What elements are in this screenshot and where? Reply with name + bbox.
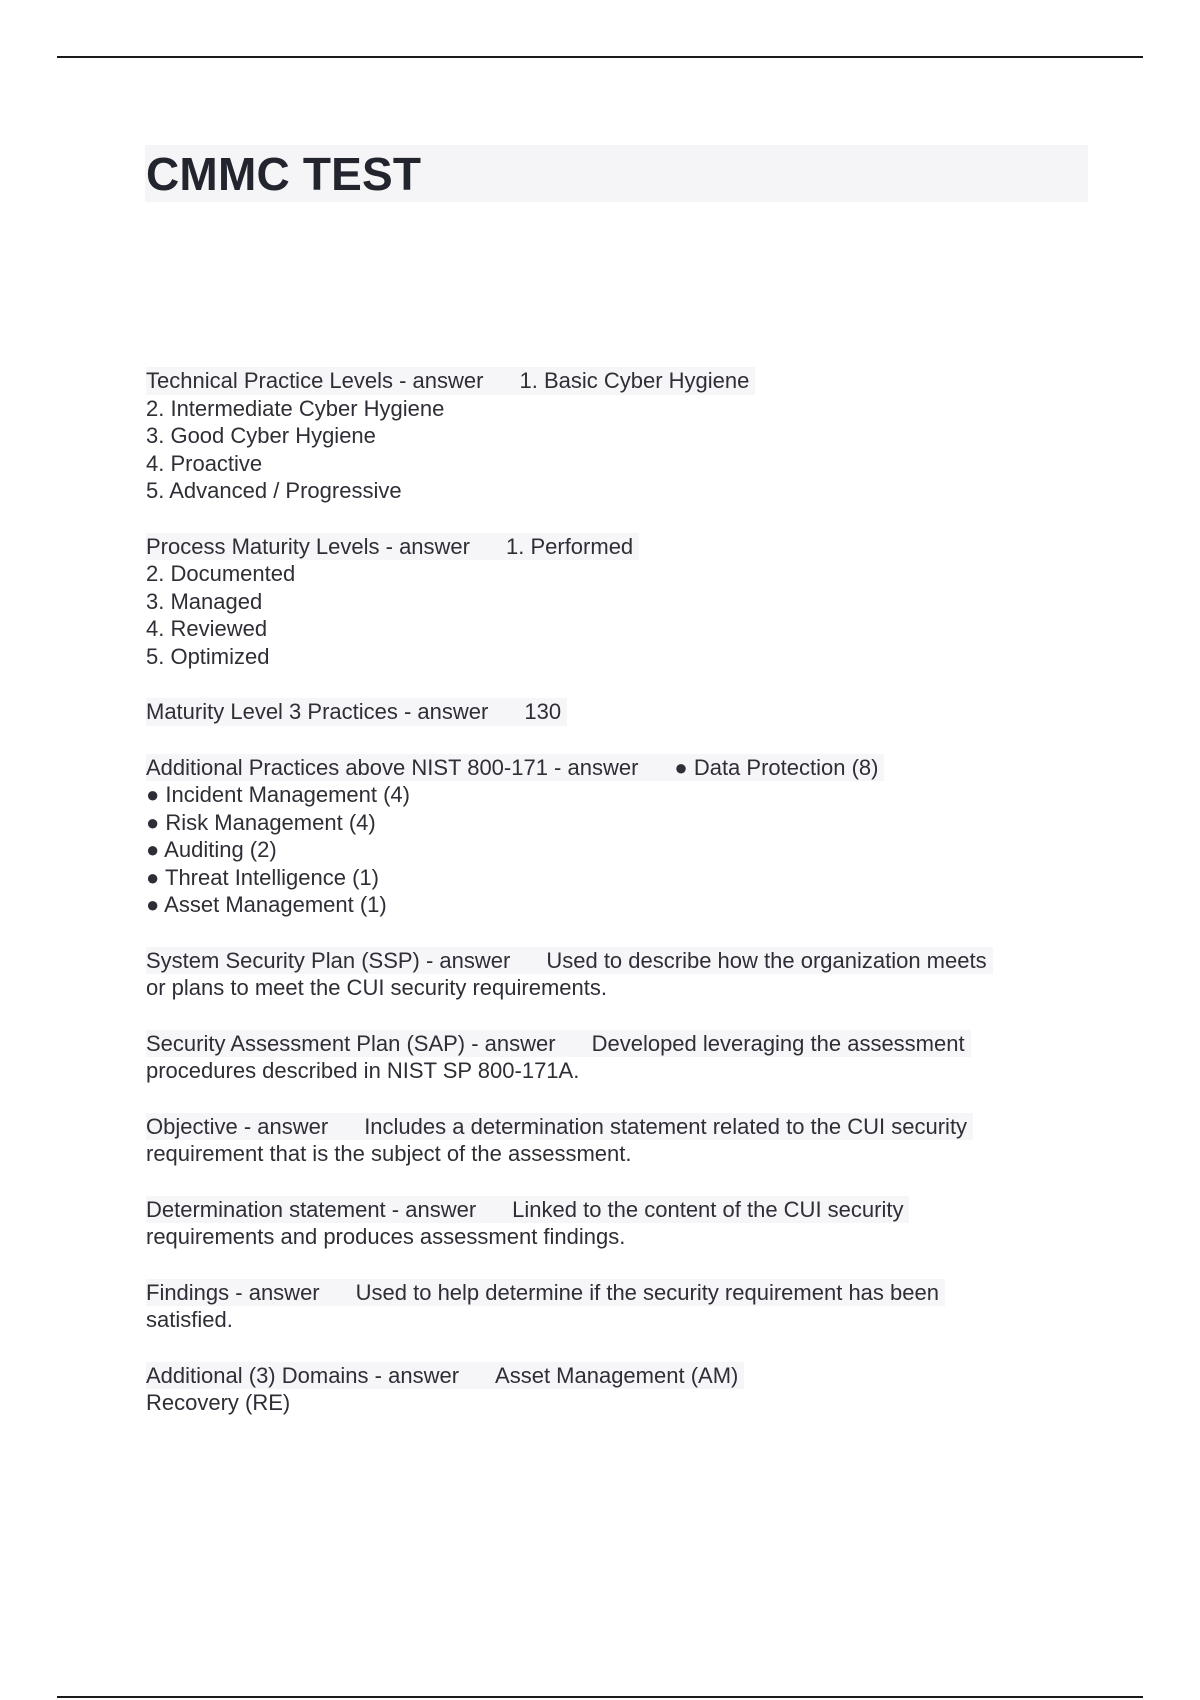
card-term: Process Maturity Levels - answer: [146, 533, 470, 559]
card-answer: Used to help determine if the security requirement has been: [355, 1279, 939, 1305]
flashcard-system-security-plan: [146, 947, 1086, 1002]
card-answer-line: procedures described in NIST SP 800-171A.: [146, 1058, 580, 1083]
card-answer-line: 4. Reviewed: [146, 616, 268, 641]
card-answer: 130: [524, 699, 562, 724]
card-answer-line: 3. Managed: [146, 588, 263, 614]
card-answer-line: Recovery (RE): [146, 1390, 291, 1415]
card-term: Additional Practices above NIST 800-171 - answer: [146, 754, 639, 780]
card-answer-line: 5. Optimized: [146, 643, 270, 669]
flashcard-additional-domains: [146, 1362, 1086, 1417]
card-answer-line: requirements and produces assessment findings.: [146, 1224, 626, 1249]
card-answer: Asset Management (AM): [495, 1362, 739, 1388]
card-answer-line: ● Asset Management (1): [146, 892, 387, 917]
card-answer-line: 4. Proactive: [146, 450, 263, 476]
card-answer: ● Data Protection (8): [674, 754, 879, 780]
card-answer-line: ● Threat Intelligence (1): [146, 864, 379, 890]
card-answer-line: 3. Good Cyber Hygiene: [146, 423, 376, 448]
flashcard-process-maturity-levels: [146, 533, 1086, 671]
card-answer-line: ● Incident Management (4): [146, 782, 410, 807]
card-term: Security Assessment Plan (SAP) - answer: [146, 1030, 556, 1056]
card-term: System Security Plan (SSP) - answer: [146, 947, 511, 973]
flashcard-findings: [146, 1279, 1086, 1334]
card-answer: 1. Performed: [506, 533, 634, 559]
card-answer: Includes a determination statement related to the CUI security: [364, 1113, 968, 1139]
card-term: Objective - answer: [146, 1113, 329, 1139]
flashcard-additional-practices: [146, 754, 1086, 919]
flashcard-technical-practice-levels: [146, 367, 1086, 505]
bottom-divider: [57, 1696, 1143, 1698]
card-answer-line: ● Risk Management (4): [146, 809, 376, 835]
flashcard-objective: [146, 1113, 1086, 1168]
card-answer-line: 2. Intermediate Cyber Hygiene: [146, 395, 445, 421]
document-title: CMMC TEST: [146, 148, 422, 200]
card-answer-line: satisfied.: [146, 1307, 233, 1332]
card-answer: Used to describe how the organization meets: [546, 947, 987, 973]
card-answer: Developed leveraging the assessment: [591, 1030, 965, 1056]
card-term: Maturity Level 3 Practices - answer: [146, 699, 489, 724]
flashcard-list: [146, 367, 1086, 1445]
top-divider: [57, 56, 1143, 58]
card-answer-line: 2. Documented: [146, 561, 296, 586]
card-term: Additional (3) Domains - answer: [146, 1362, 460, 1388]
flashcard-determination-statement: [146, 1196, 1086, 1251]
card-term: Technical Practice Levels - answer: [146, 368, 484, 393]
card-answer: 1. Basic Cyber Hygiene: [519, 368, 750, 393]
card-answer: Linked to the content of the CUI security: [512, 1196, 904, 1222]
card-answer-line: 5. Advanced / Progressive: [146, 478, 402, 503]
card-answer-line: ● Auditing (2): [146, 837, 277, 862]
flashcard-maturity-level-3-practices: [146, 698, 1086, 726]
card-term: Determination statement - answer: [146, 1196, 477, 1222]
card-term: Findings - answer: [146, 1279, 320, 1305]
flashcard-security-assessment-plan: [146, 1030, 1086, 1085]
card-answer-line: or plans to meet the CUI security requirements.: [146, 975, 607, 1000]
card-answer-line: requirement that is the subject of the assessment.: [146, 1141, 632, 1166]
